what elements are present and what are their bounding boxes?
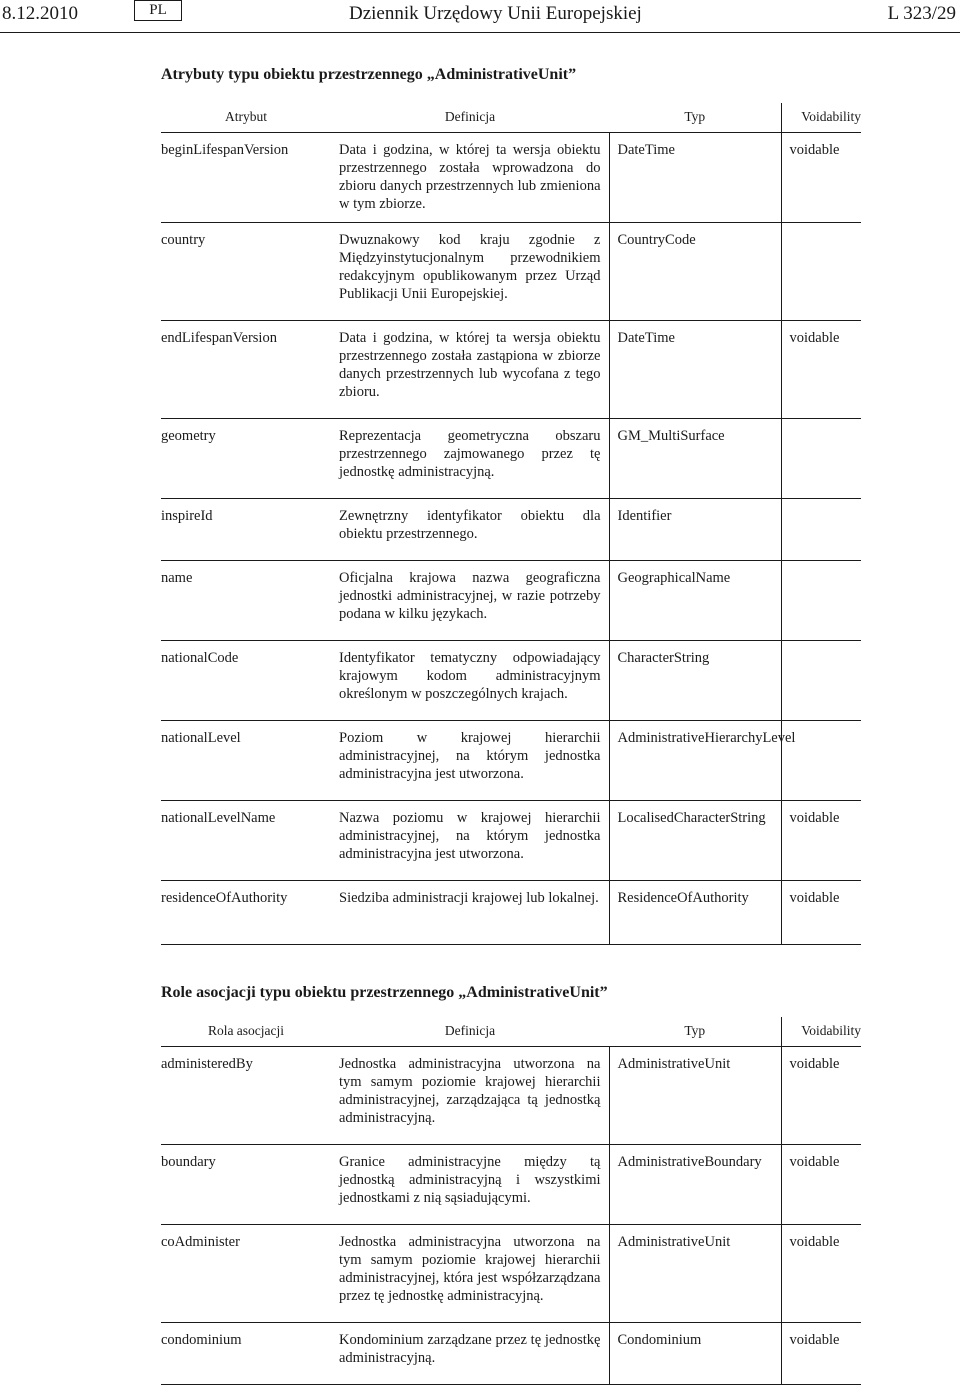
cell-definition: Granice administracyjne między tą jednostką administracyjną i wszystkimi jednostkami z nią sąsiadującymi. [331,1145,609,1225]
table-row [161,223,861,321]
cell-voidability: voidable [781,1145,861,1225]
cell-voidability: voidable [781,1323,861,1385]
column-header-type: Typ [609,1017,781,1047]
cell-type: GeographicalName [609,561,781,641]
column-header-definition: Definicja [331,1017,609,1047]
cell-name: endLifespanVersion [161,321,331,419]
column-header-type: Typ [609,103,781,133]
column-header-voidability: Voidability [781,1017,861,1047]
cell-name: administeredBy [161,1047,331,1145]
cell-type: LocalisedCharacterString [609,801,781,881]
cell-voidability: voidable [781,133,861,223]
cell-name: coAdminister [161,1225,331,1323]
cell-name: boundary [161,1145,331,1225]
cell-definition: Zewnętrzny identyfikator obiektu dla obiektu przestrzennego. [331,499,609,561]
table-header-row [161,1017,861,1047]
table-row [161,801,861,881]
cell-definition: Jednostka administracyjna utworzona na tym samym poziomie krajowej hierarchii administracyjnej, która jest współzarządzana przez tę jednostkę administracyjną. [331,1225,609,1323]
cell-definition: Kondominium zarządzane przez tę jednostkę administracyjną. [331,1323,609,1385]
cell-definition: Nazwa poziomu w krajowej hierarchii administracyjnej, na którym jednostka administracyjna jest utworzona. [331,801,609,881]
page-number: L 323/29 [887,3,956,24]
cell-voidability: voidable [781,1225,861,1323]
cell-type: Condominium [609,1323,781,1385]
cell-type: AdministrativeBoundary [609,1145,781,1225]
cell-definition: Oficjalna krajowa nazwa geograficzna jednostki administracyjnej, w razie potrzeby podana w kilku językach. [331,561,609,641]
cell-definition: Data i godzina, w której ta wersja obiektu przestrzennego została zastąpiona w zbiorze danych przestrzennych lub wycofana z tego zbioru. [331,321,609,419]
cell-voidability [781,499,861,561]
cell-name: inspireId [161,499,331,561]
cell-type: ResidenceOfAuthority [609,881,781,945]
table-row [161,499,861,561]
table-row [161,321,861,419]
column-header-attribute: Atrybut [161,103,331,133]
cell-type: CharacterString [609,641,781,721]
cell-name: nationalLevel [161,721,331,801]
cell-type: AdministrativeUnit [609,1225,781,1323]
journal-title: Dziennik Urzędowy Unii Europejskiej [349,3,642,24]
table-row [161,721,861,801]
table-row [161,1323,861,1385]
table-row [161,1145,861,1225]
associations-title: Role asocjacji typu obiektu przestrzennego „AdministrativeUnit” [161,984,608,1001]
table-row [161,881,861,945]
table-row [161,561,861,641]
cell-type: Identifier [609,499,781,561]
column-header-voidability: Voidability [781,103,861,133]
table-row [161,1225,861,1323]
header-rule [0,32,960,33]
column-header-definition: Definicja [331,103,609,133]
cell-voidability: voidable [781,1047,861,1145]
table-header-row [161,103,861,133]
cell-definition: Dwuznakowy kod kraju zgodnie z Międzyinstytucjonalnym przewodnikiem redakcyjnym opublikowanym przez Urząd Publikacji Unii Europejskiej. [331,223,609,321]
column-header-role: Rola asocjacji [161,1017,331,1047]
cell-definition: Siedziba administracji krajowej lub lokalnej. [331,881,609,945]
cell-name: beginLifespanVersion [161,133,331,223]
cell-definition: Reprezentacja geometryczna obszaru przestrzennego zajmowanego przez tę jednostkę administracyjną. [331,419,609,499]
cell-voidability [781,641,861,721]
cell-type: AdministrativeUnit [609,1047,781,1145]
page-header [0,0,960,30]
cell-voidability: voidable [781,321,861,419]
cell-name: country [161,223,331,321]
cell-definition: Data i godzina, w której ta wersja obiektu przestrzennego została wprowadzona do zbioru danych przestrzennych lub zmieniona w tym zbiorze. [331,133,609,223]
cell-name: name [161,561,331,641]
table-row [161,1047,861,1145]
associations-table [161,1017,861,1385]
cell-voidability [781,561,861,641]
table-row [161,419,861,499]
table-row [161,641,861,721]
language-code: PL [134,0,182,21]
cell-voidability [781,419,861,499]
cell-type: GM_MultiSurface [609,419,781,499]
cell-voidability [781,223,861,321]
attributes-title: Atrybuty typu obiektu przestrzennego „AdministrativeUnit” [161,66,577,83]
cell-type: CountryCode [609,223,781,321]
cell-name: residenceOfAuthority [161,881,331,945]
cell-name: geometry [161,419,331,499]
cell-name: condominium [161,1323,331,1385]
cell-type: DateTime [609,133,781,223]
cell-type: AdministrativeHierarchyLevel [609,721,781,801]
cell-definition: Jednostka administracyjna utworzona na tym samym poziomie krajowej hierarchii administracyjnej, zarządzająca tą jednostką administracyjną. [331,1047,609,1145]
cell-voidability: voidable [781,881,861,945]
cell-definition: Poziom w krajowej hierarchii administracyjnej, na którym jednostka administracyjna jest utworzona. [331,721,609,801]
cell-definition: Identyfikator tematyczny odpowiadający krajowym kodom administracyjnym określonym w poszczególnych krajach. [331,641,609,721]
table-row [161,133,861,223]
attributes-table [161,103,861,945]
cell-name: nationalCode [161,641,331,721]
cell-type: DateTime [609,321,781,419]
cell-name: nationalLevelName [161,801,331,881]
cell-voidability: voidable [781,801,861,881]
publication-date: 8.12.2010 [2,3,78,24]
